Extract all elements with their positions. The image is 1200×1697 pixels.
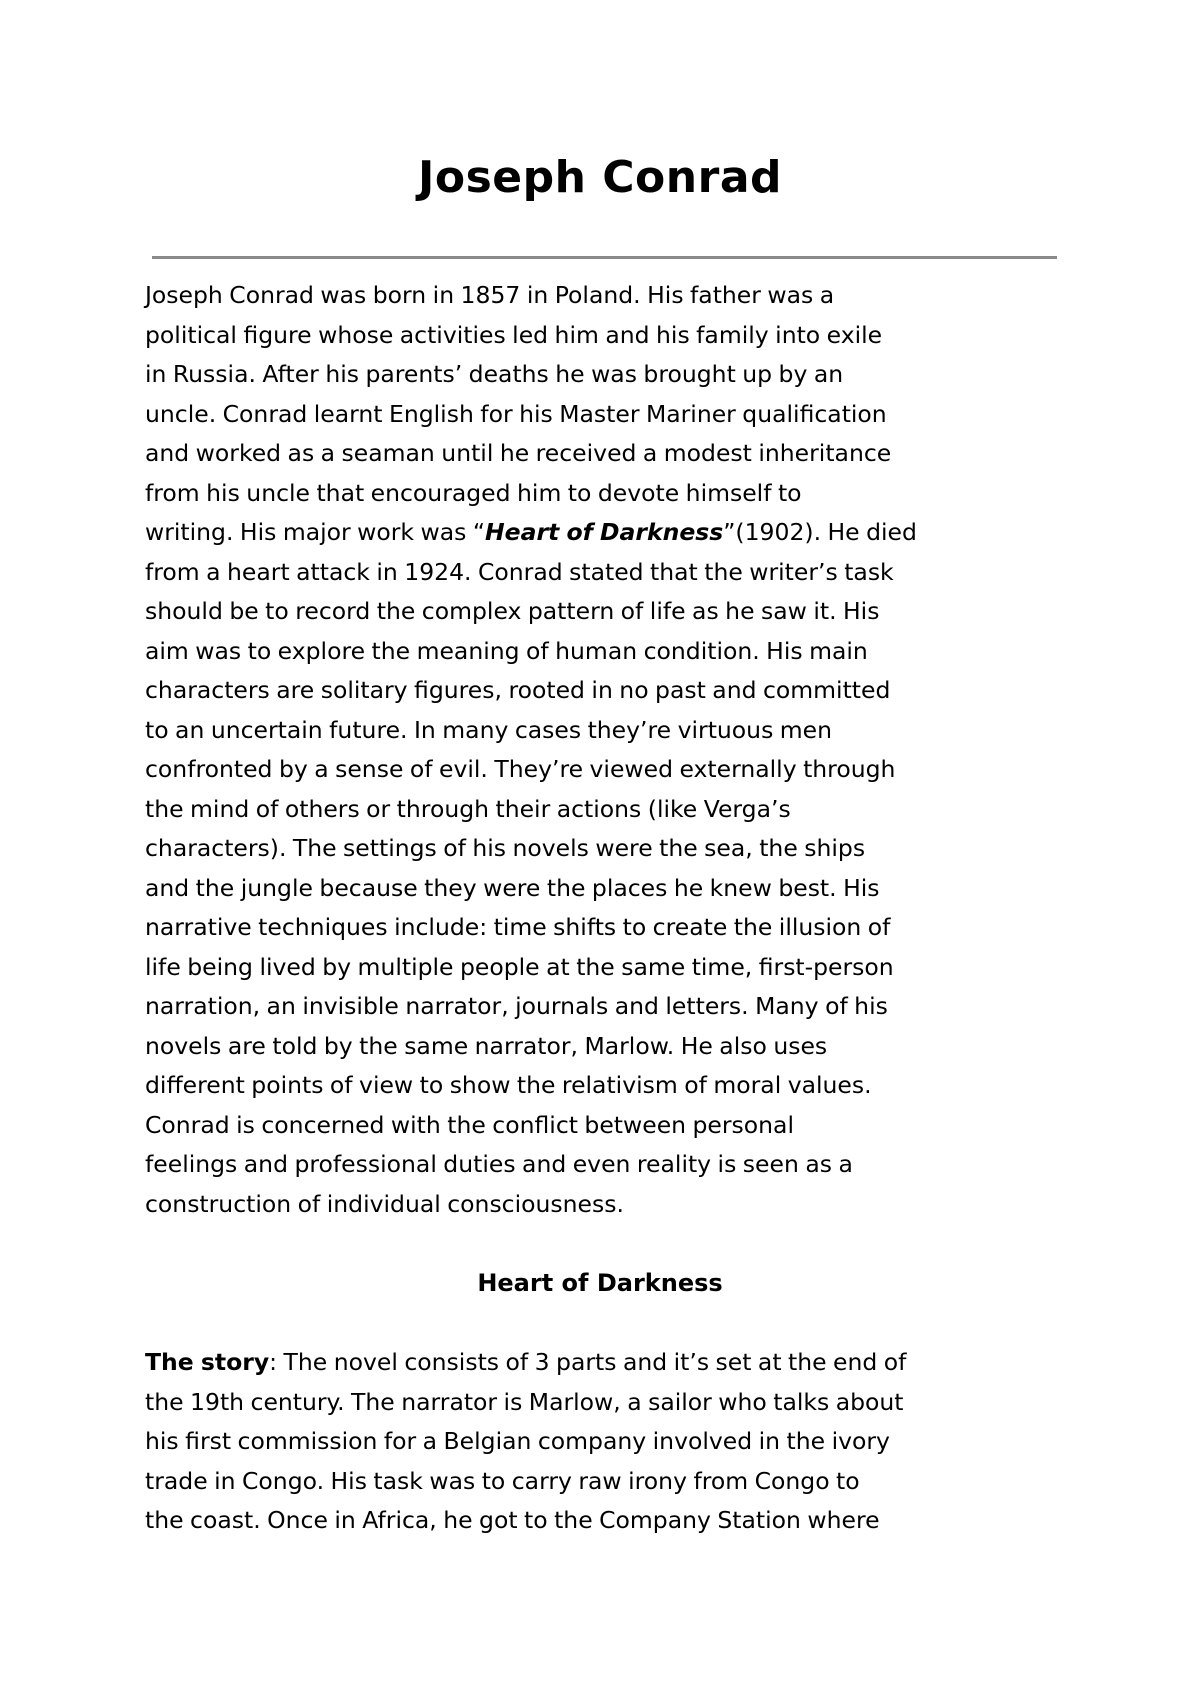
paragraph-line: should be to record the complex pattern of life as he saw it. His xyxy=(145,597,880,625)
paragraph-line: aim was to explore the meaning of human condition. His main xyxy=(145,636,868,665)
paragraph-line: the 19th century. The narrator is Marlow, a sailor who talks about xyxy=(145,1387,904,1416)
biography-paragraph xyxy=(145,276,1065,1224)
paragraph-line: the mind of others or through their actions (like Verga’s xyxy=(145,794,791,823)
paragraph-line: and the jungle because they were the places he knew best. His xyxy=(145,873,880,902)
paragraph-line: from his uncle that encouraged him to devote himself to xyxy=(145,478,802,507)
paragraph-line-with-work-title xyxy=(145,513,1065,553)
paragraph-line: different points of view to show the relativism of moral values. xyxy=(145,1071,872,1099)
paragraph-line: life being lived by multiple people at the same time, first-person xyxy=(145,952,894,981)
paragraph-line: narrative techniques include: time shifts to create the illusion of xyxy=(145,913,891,941)
paragraph-line: characters). The settings of his novels were the sea, the ships xyxy=(145,834,866,862)
line-text-after: ”(1902). He died xyxy=(723,518,917,546)
paragraph-line: feelings and professional duties and even reality is seen as a xyxy=(145,1150,853,1178)
story-first-line xyxy=(145,1343,1065,1383)
story-paragraph xyxy=(145,1343,1065,1541)
paragraph-line: construction of individual consciousness. xyxy=(145,1189,624,1218)
page-title: Joseph Conrad xyxy=(418,152,782,203)
paragraph-line: Conrad is concerned with the conflict between personal xyxy=(145,1110,794,1139)
story-label: The story xyxy=(145,1348,270,1376)
paragraph-line: characters are solitary figures, rooted in no past and committed xyxy=(145,676,891,704)
paragraph-line: to an uncertain future. In many cases they’re virtuous men xyxy=(145,715,833,744)
paragraph-line: from a heart attack in 1924. Conrad stated that the writer’s task xyxy=(145,557,894,586)
paragraph-line: novels are told by the same narrator, Marlow. He also uses xyxy=(145,1031,828,1060)
paragraph-line: Joseph Conrad was born in 1857 in Poland. His father was a xyxy=(145,281,835,309)
paragraph-line: the coast. Once in Africa, he got to the Company Station where xyxy=(145,1506,880,1534)
paragraph-line: trade in Congo. His task was to carry raw irony from Congo to xyxy=(145,1466,860,1495)
section-heading: Heart of Darkness xyxy=(477,1269,723,1297)
paragraph-line: in Russia. After his parents’ deaths he was brought up by an xyxy=(145,360,844,388)
paragraph-line: his first commission for a Belgian company involved in the ivory xyxy=(145,1427,890,1455)
story-line-text: : The novel consists of 3 parts and it’s set at the end of xyxy=(269,1348,907,1376)
paragraph-line: confronted by a sense of evil. They’re viewed externally through xyxy=(145,755,896,783)
work-title-emphasis: Heart of Darkness xyxy=(485,518,724,546)
title-divider xyxy=(152,256,1057,259)
paragraph-line: uncle. Conrad learnt English for his Master Mariner qualification xyxy=(145,399,887,428)
line-text-before: writing. His major work was “ xyxy=(145,518,485,546)
paragraph-line: narration, an invisible narrator, journals and letters. Many of his xyxy=(145,992,888,1020)
paragraph-line: political figure whose activities led him and his family into exile xyxy=(145,320,883,349)
paragraph-line: and worked as a seaman until he received a modest inheritance xyxy=(145,439,892,467)
